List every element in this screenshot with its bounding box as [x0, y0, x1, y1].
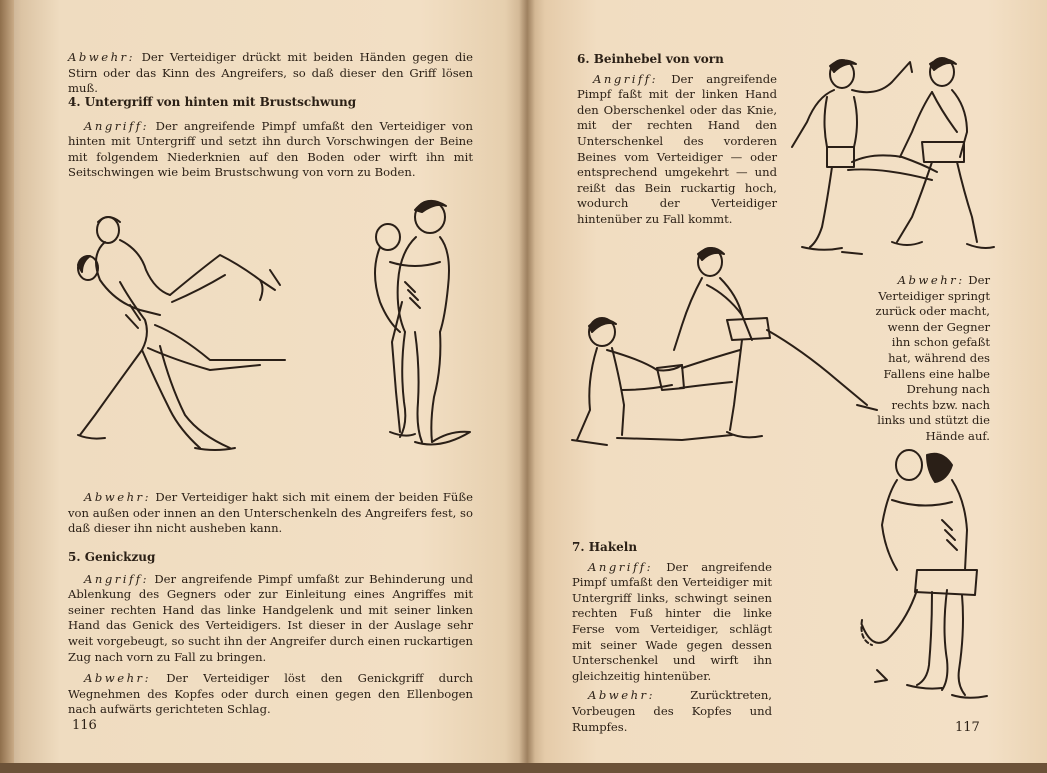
back-lift-drawing	[360, 192, 475, 462]
attack-label: Angriff:	[588, 559, 653, 574]
page-number-right: 117	[955, 720, 980, 735]
page-number-left: 116	[72, 718, 97, 733]
attack-label: Angriff:	[84, 118, 149, 133]
book-bottom-edge	[0, 763, 1047, 773]
defense-text: Der Verteidiger hakt sich mit einem der beiden Füße von außen oder innen an den Unterschenkeln des Angreifers fest, so daß dieser ihn nicht ausheben kann.	[68, 490, 473, 536]
fall-push-up-drawing	[562, 240, 882, 450]
section-5-title: 5. Genickzug	[68, 550, 156, 564]
defense-label: Abwehr:	[588, 688, 655, 703]
section-4-defense	[68, 490, 473, 537]
defense-label: Abwehr:	[897, 273, 965, 287]
intro-defense-paragraph	[68, 50, 473, 97]
leg-lever-standing-drawing	[782, 52, 997, 262]
defense-text: Der Verteidiger löst den Genickgriff durch Wegnehmen des Kopfes oder durch einen gegen den Ellenbogen nach aufwärts gerichteten Schlag.	[68, 671, 474, 717]
defense-text: Zurücktreten, Vorbeugen des Kopfes und Rumpfes.	[572, 688, 772, 734]
defense-text: Der Verteidiger springt zurück oder macht, wenn der Gegner ihn schon gefaßt hat, während des Fallens eine halbe Drehung nach rechts bzw. nach links und stützt die Hände auf.	[875, 273, 990, 443]
book-gutter	[519, 0, 535, 773]
section-7-title: 7. Hakeln	[572, 540, 638, 554]
attack-text: Der angreifende Pimpf faßt mit der linken Hand den Oberschenkel oder das Knie, mit der rechten Hand den Unterschenkel des vorderen Beines vom Verteidiger — oder entsprechend umgekehrt — und reißt das Bein ruckartig hoch, wodurch der Verteidiger hintenüber zu Fall kommt.	[577, 71, 778, 226]
section-6-title: 6. Beinhebel von vorn	[577, 52, 724, 66]
defense-label: Abwehr:	[68, 50, 135, 64]
attack-label: Angriff:	[593, 71, 658, 86]
attack-text: Der angreifende Pimpf umfaßt zur Behinderung und Ablenkung des Gegners oder zur Einleitung eines Angriffes mit seiner rechten Hand das linke Handgelenk und mit seiner linken Hand das Genick des Verteidigers. Ist dieser in der Auslage sehr weit vorgebeugt, so sucht ihn der Angreifer durch einen ruckartigen Zug nach vorn zu Fall zu bringen.	[68, 571, 474, 664]
section-7	[572, 540, 772, 735]
right-page	[527, 0, 1047, 773]
section-6	[577, 52, 777, 228]
section-4-title: 4. Untergriff von hinten mit Brustschwung	[68, 95, 357, 109]
attack-label: Angriff:	[84, 571, 149, 586]
defense-label: Abwehr:	[84, 671, 151, 686]
defense-label: Abwehr:	[84, 490, 151, 504]
two-fighters-kick-drawing	[60, 210, 300, 460]
attack-text: Der angreifende Pimpf umfaßt den Verteidiger von hinten mit Untergriff und setzt ihn durch Vorschwingen der Beine mit folgendem Niederknien auf den Boden oder wirft ihn mit Seitschwingen wie beim Brustschwung von vorn zu Boden.	[68, 118, 474, 180]
defense-text: Der Verteidiger drückt mit beiden Händen gegen die Stirn oder das Kinn des Angreifers, so daß dieser den Griff lösen muß.	[68, 50, 473, 96]
section-6-defense	[872, 273, 990, 445]
section-4	[68, 95, 473, 181]
attack-text: Der angreifende Pimpf umfaßt den Verteidiger mit Untergriff links, schwingt seinen rechten Fuß hinter die linke Ferse vom Verteidiger, schlägt mit seiner Wade gegen dessen Unterschenkel und wirft ihn gleichzeitig hintenüber.	[572, 559, 773, 683]
section-5	[68, 550, 473, 718]
book-edge	[0, 0, 14, 773]
hakeln-drawing	[847, 440, 997, 710]
